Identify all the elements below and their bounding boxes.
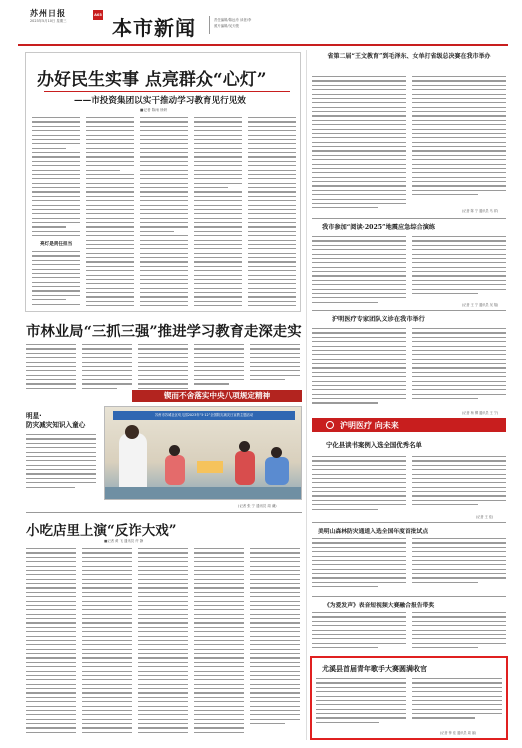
editor-line-1: 责任编辑/陈远舟 读者/李	[214, 18, 252, 22]
lead-headline: 办好民生实事 点亮群众“心灯”	[37, 70, 267, 90]
right-a1-byline: (记者 陈 宁 通讯员 马 祥)	[462, 209, 499, 213]
right-a3-col-2	[412, 328, 506, 408]
right-a3-headline: 沪明医疗专家团队义诊在我市举行	[332, 316, 425, 323]
article2-col-1	[26, 344, 76, 390]
right-a6-col-2	[412, 612, 506, 654]
photo-story-title: 明星· 防灾减灾知识入童心	[26, 412, 86, 429]
article2-headline: 市林业局“三抓三强”推进学习教育走深走实	[26, 323, 302, 340]
right-a1-headline: 省第二届“王文教育”到毛泽东、女单打省级总决赛在我市举办	[327, 53, 491, 60]
page-number-badge: A03	[93, 10, 103, 20]
discipline-banner	[132, 390, 302, 402]
hospital-logo-icon	[326, 421, 334, 429]
article-bottom-byline: ■记者 黄 飞 通讯员 许 静	[104, 539, 144, 543]
right-a7-col-1	[316, 678, 406, 728]
right-a5-headline: 美明山森林防灾通道入选全国年度首批试点	[318, 529, 429, 535]
right-a5-col-2	[412, 538, 506, 592]
photo-banner: 苏州市苏城社区幼儿园2023年“5·12”全国防灾减灾日宣教主题活动	[113, 411, 295, 420]
right-a3-byline: (记者 杨 柳 通讯员 王 宁)	[462, 411, 499, 415]
article-bottom-col-2	[82, 548, 132, 738]
boxed-subhead: 亮灯是责任担当	[40, 242, 73, 247]
right-a7-byline: (记者 钟 佳 通讯员 周 丽)	[440, 731, 477, 735]
highlighted-article	[310, 656, 508, 740]
right-a2-col-1	[312, 236, 406, 306]
article-bottom-headline: 小吃店里上演“反诈大戏”	[26, 523, 177, 539]
article-bottom-col-4	[194, 548, 244, 738]
lead-story	[25, 52, 301, 312]
issue-date: 2023年5月10日 星期三	[30, 19, 67, 23]
lead-col-1	[32, 117, 80, 237]
article2-col-4	[194, 344, 244, 390]
article2-col-2	[82, 344, 132, 390]
right-a2-byline: (记者 王 宁 通讯员 吴 翔)	[462, 303, 499, 307]
editor-line-2: 照片编辑/吴天骏	[214, 24, 239, 28]
right-a4-headline: 宁化县读书案例入选全国优秀名单	[326, 441, 422, 449]
right-a1-col-2	[412, 76, 506, 202]
right-a4-col-2	[412, 456, 506, 512]
right-a6-headline: 《为爱发声》表音短视频大赛融合报告带奖	[324, 603, 435, 609]
photo-caption: (记者 张 宁 通讯员 周 谦)	[238, 504, 277, 508]
newspaper-logo: 苏州日报	[30, 8, 66, 18]
right-a7-headline: 尤溪县首届青年歌手大赛圆满收官	[322, 664, 427, 673]
photo-story-text	[26, 434, 96, 492]
article-bottom-col-1	[26, 548, 76, 738]
lead-subtitle: ——市投资集团以实干推动学习教育见行见效	[74, 96, 246, 106]
right-a2-headline: 我市参加“阅读·2025”地震应急综合演练	[322, 224, 436, 231]
right-a2-col-2	[412, 236, 506, 298]
lead-col-5	[248, 117, 296, 307]
right-a3-col-1	[312, 328, 406, 408]
lead-col-2	[86, 117, 134, 307]
masthead	[18, 6, 508, 46]
right-a6-col-1	[312, 612, 406, 654]
right-a5-col-1	[312, 538, 406, 592]
article2-col-3	[138, 344, 188, 390]
lead-col-3	[140, 117, 188, 307]
right-a7-col-2	[412, 678, 502, 728]
hospital-ad-banner: 沪明医疗 向未来	[312, 418, 506, 432]
right-a4-byline: (记者 王 佳)	[476, 515, 494, 519]
masthead-rule	[18, 44, 508, 46]
lead-byline: ■记者 陈雨 徐妍	[140, 108, 168, 112]
lead-col-1-lower	[32, 251, 80, 307]
article2-col-5	[250, 344, 300, 382]
discipline-banner-text: 锲而不舍落实中央八项规定精神	[163, 391, 271, 400]
lead-col-4	[194, 117, 242, 307]
right-a4-col-1	[312, 456, 406, 516]
right-a1-col-1	[312, 76, 406, 214]
article-bottom-col-5	[250, 548, 300, 738]
section-title: 本市新闻	[112, 16, 196, 40]
kindergarten-photo	[104, 406, 302, 500]
article-bottom-col-3	[138, 548, 188, 738]
